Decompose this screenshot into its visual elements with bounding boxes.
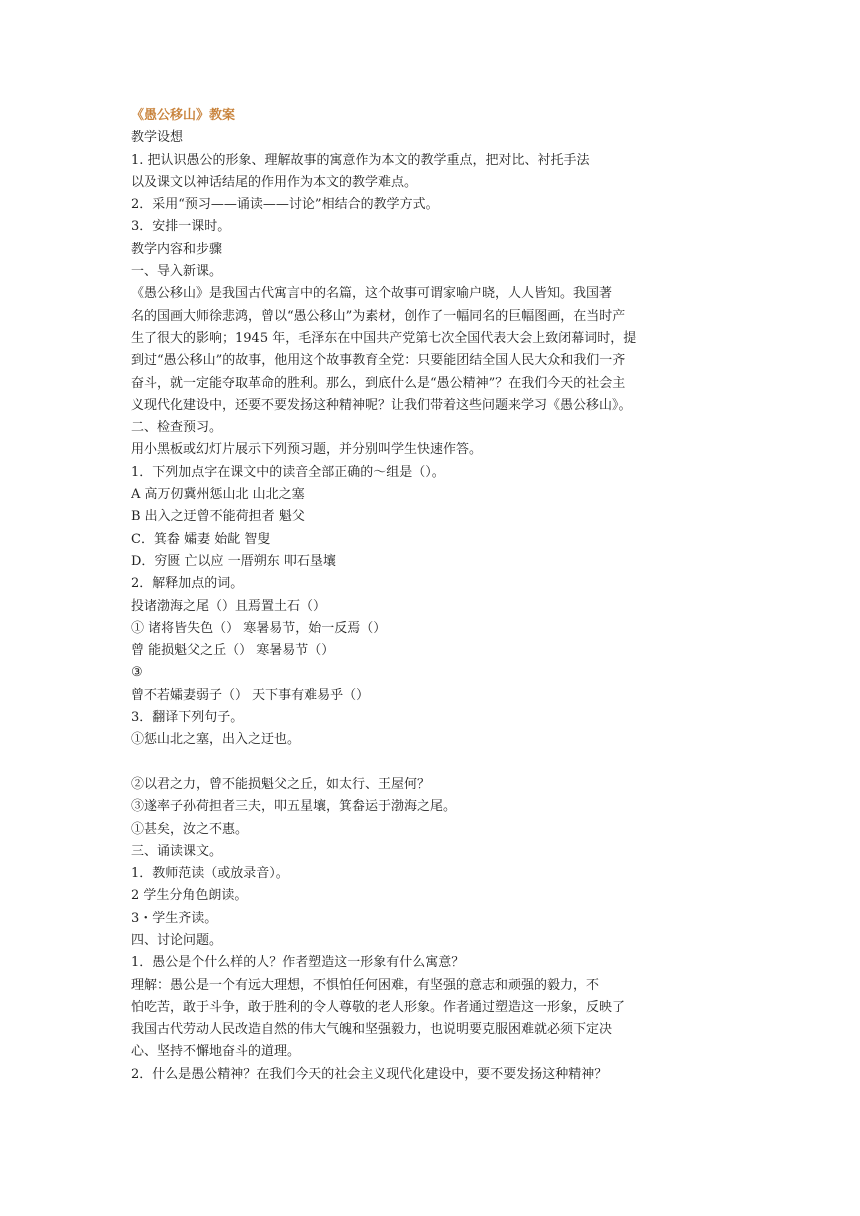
- text-line: 奋斗，就一定能夺取革命的胜利。那么，到底什么是“愚公精神”？在我们今天的社会主: [131, 375, 626, 391]
- text-line: 我国古代劳动人民改造自然的伟大气魄和坚强毅力，也说明要克服困难就必须下定决: [131, 1022, 613, 1038]
- text-line: 1．教师范读（或放录音）。: [131, 866, 289, 882]
- text-line: ③: [131, 665, 143, 681]
- text-line: 3．安排一课时。: [131, 219, 231, 235]
- question-line: 2．解释加点的词。: [131, 576, 244, 592]
- text-line: 2 学生分角色朗读。: [131, 888, 248, 904]
- question-line: 3．翻译下列句子。: [131, 710, 244, 726]
- question-line: 1．愚公是个什么样的人？作者塑造这一形象有什么寓意？: [131, 955, 465, 971]
- text-line: 教学设想: [131, 130, 184, 146]
- text-line: ②以君之力，曾不能损魁父之丘，如太行、王屋何？: [131, 776, 431, 792]
- text-line: 投诸渤海之尾（）且焉置土石（）: [131, 598, 327, 614]
- text-line: 怕吃苦，敢于斗争，敢于胜利的令人尊敬的老人形象。作者通过塑造这一形象，反映了: [131, 999, 626, 1015]
- blank-line: [131, 752, 731, 774]
- section-heading: 教学内容和步骤: [131, 241, 223, 257]
- text-line: 用小黑板或幻灯片展示下列预习题，并分别叫学生快速作答。: [131, 442, 483, 458]
- text-line: 生了很大的影响；1945 年，毛泽东在中国共产党第七次全国代表大会上致闭幕词时，提: [131, 330, 637, 346]
- text-line: ①甚矣，汝之不惠。: [131, 821, 249, 837]
- text-line: 1. 把认识愚公的形象、理解故事的寓意作为本文的教学重点，把对比、衬托手法: [131, 152, 590, 168]
- text-line: 2．采用“预习——诵读——讨论”相结合的教学方式。: [131, 197, 439, 213]
- option-line: A 高万仞冀州惩山北 山北之塞: [131, 487, 305, 503]
- text-line: 曾不若孀妻弱子（） 天下事有难易乎（）: [131, 687, 370, 703]
- text-line: 义现代化建设中，还要不要发扬这种精神呢？让我们带着这些问题来学习《愚公移山》。: [131, 397, 632, 413]
- text-line: 到过“愚公移山”的故事，他用这个故事教育全党：只要能团结全国人民大众和我们一齐: [131, 353, 626, 369]
- option-line: D．穷匮 亡以应 一厝朔东 叩石垦壤: [131, 553, 336, 569]
- text-line: ① 诸将皆失色（） 寒暑易节，始一反焉（）: [131, 620, 387, 636]
- question-line: 1．下列加点字在课文中的读音全部正确的～组是（）。: [131, 464, 445, 480]
- question-line: 2．什么是愚公精神？在我们今天的社会主义现代化建设中，要不要发扬这种精神？: [131, 1066, 608, 1082]
- text-line: ①惩山北之塞，出入之迂也。: [131, 732, 301, 748]
- section-heading: 二、检查预习。: [131, 420, 223, 436]
- text-line: ③遂率子孙荷担者三夫，叩五星壤，箕畚运于渤海之尾。: [131, 799, 457, 815]
- option-line: B 出入之迂曾不能荷担者 魁父: [131, 509, 305, 525]
- section-heading: 四、讨论问题。: [131, 932, 223, 948]
- text-line: 《愚公移山》是我国古代寓言中的名篇，这个故事可谓家喻户晓，人人皆知。我国著: [131, 286, 613, 302]
- document-body: [131, 105, 731, 1086]
- text-line: 曾 能损魁父之丘（） 寒暑易节（）: [131, 643, 335, 659]
- text-line: 3・学生齐读。: [131, 910, 218, 926]
- section-heading: 三、诵读课文。: [131, 843, 223, 859]
- document-title: 《愚公移山》教案: [131, 108, 236, 123]
- option-line: C．箕畚 孀妻 始龀 智叟: [131, 531, 271, 547]
- text-line: 以及课文以神话结尾的作用作为本文的教学难点。: [131, 174, 418, 190]
- text-line: 理解：愚公是一个有远大理想，不惧怕任何困难，有坚强的意志和顽强的毅力，不: [131, 977, 600, 993]
- text-line: 心、坚持不懈地奋斗的道理。: [131, 1044, 301, 1060]
- text-line: 名的国画大师徐悲鸿，曾以“愚公移山”为素材，创作了一幅同名的巨幅图画，在当时产: [131, 308, 626, 324]
- section-heading: 一、导入新课。: [131, 264, 223, 280]
